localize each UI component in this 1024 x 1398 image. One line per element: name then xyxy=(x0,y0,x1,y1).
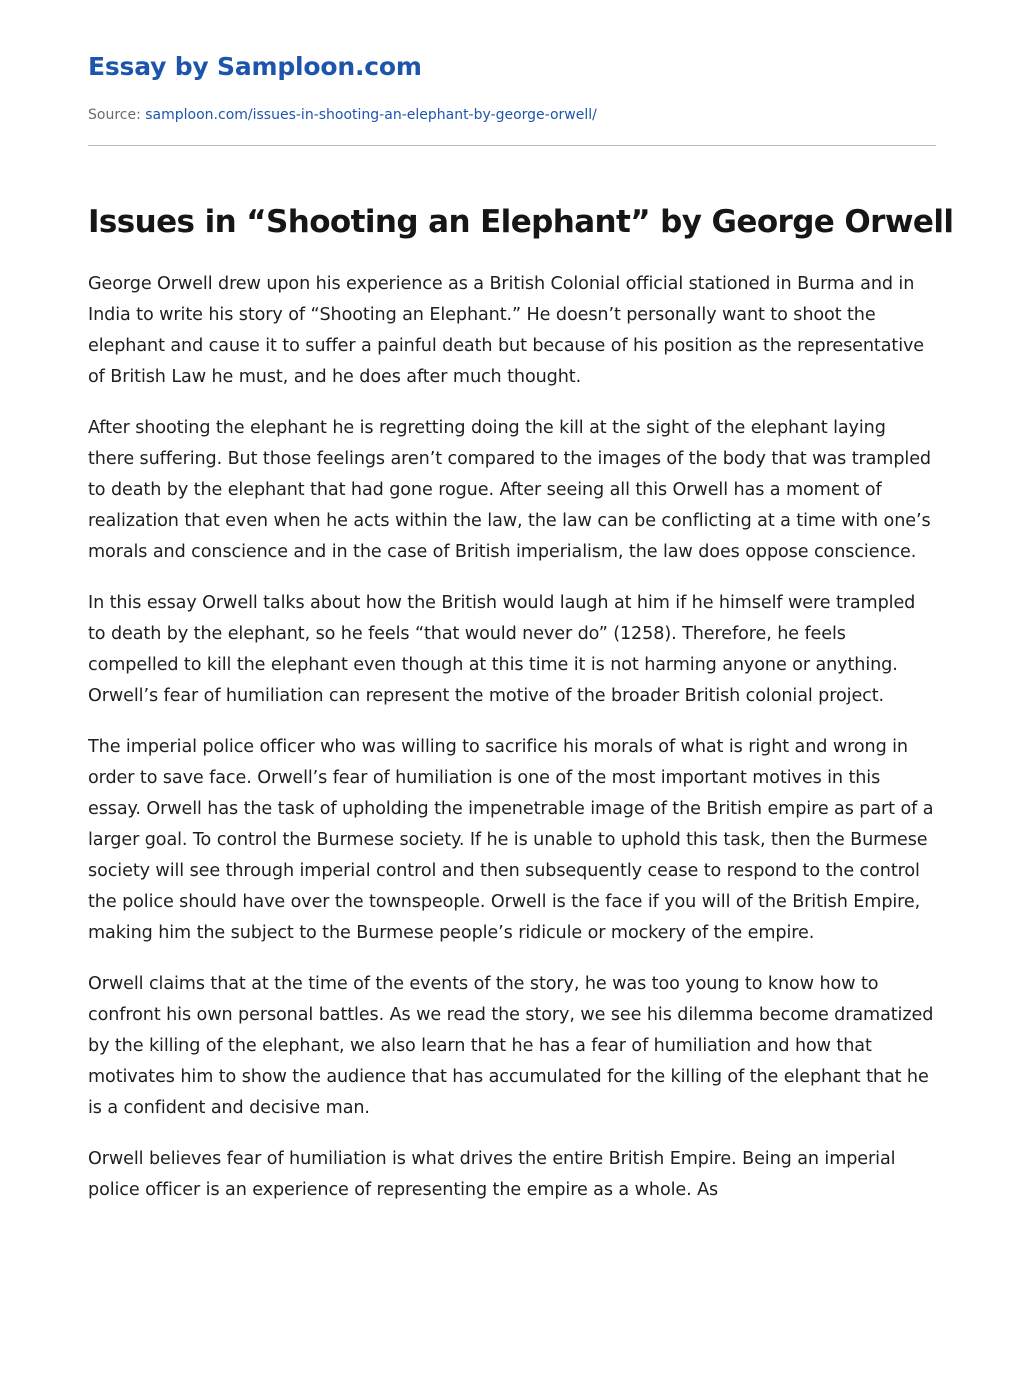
source-link[interactable]: samploon.com/issues-in-shooting-an-elephant-by-george-orwell/ xyxy=(145,107,597,123)
header-divider xyxy=(88,145,936,146)
paragraph: Orwell claims that at the time of the events of the story, he was too young to know how to confront his own personal battles. As we read the story, we see his dilemma become dramatized by the killing of the elephant, we also learn that he has a fear of humiliation and how that motivates him to show the audience that has accumulated for the killing of the elephant that he is a confident and decisive man. xyxy=(88,974,934,1118)
paragraph: In this essay Orwell talks about how the British would laugh at him if he himself were trampled to death by the elephant, so he feels “that would never do” (1258). Therefore, he feels compelled to kill the elephant even though at this time it is not harming anyone or anything. Orwell’s fear of humiliation can represent the motive of the broader British colonial project. xyxy=(88,593,916,706)
essay-title: Issues in “Shooting an Elephant” by George Orwell xyxy=(88,204,954,240)
essay-body xyxy=(88,269,936,1226)
source-line xyxy=(88,107,597,123)
source-label: Source: xyxy=(88,107,141,123)
paragraph: After shooting the elephant he is regretting doing the kill at the sight of the elephant laying there suffering. But those feelings aren’t compared to the images of the body that was trampled to death by the elephant that had gone rogue. After seeing all this Orwell has a moment of realization that even when he acts within the law, the law can be conflicting at a time with one’s morals and conscience and in the case of British imperialism, the law does oppose conscience. xyxy=(88,418,931,562)
paragraph: George Orwell drew upon his experience as a British Colonial official stationed in Burma and in India to write his story of “Shooting an Elephant.” He doesn’t personally want to shoot the elephant and cause it to suffer a painful death but because of his position as the representative of British Law he must, and he does after much thought. xyxy=(88,274,925,387)
site-brand[interactable]: Essay by Samploon.com xyxy=(88,52,422,81)
paragraph: Orwell believes fear of humiliation is what drives the entire British Empire. Being an imperial police officer is an experience of representing the empire as a whole. As xyxy=(88,1149,896,1200)
paragraph: The imperial police officer who was willing to sacrifice his morals of what is right and wrong in order to save face. Orwell’s fear of humiliation is one of the most important motives in this essay. Orwell has the task of upholding the impenetrable image of the British empire as part of a larger goal. To control the Burmese society. If he is unable to uphold this task, then the Burmese society will see through imperial control and then subsequently cease to respond to the control the police should have over the townspeople. Orwell is the face if you will of the British Empire, making him the subject to the Burmese people’s ridicule or mockery of the empire. xyxy=(88,737,934,943)
